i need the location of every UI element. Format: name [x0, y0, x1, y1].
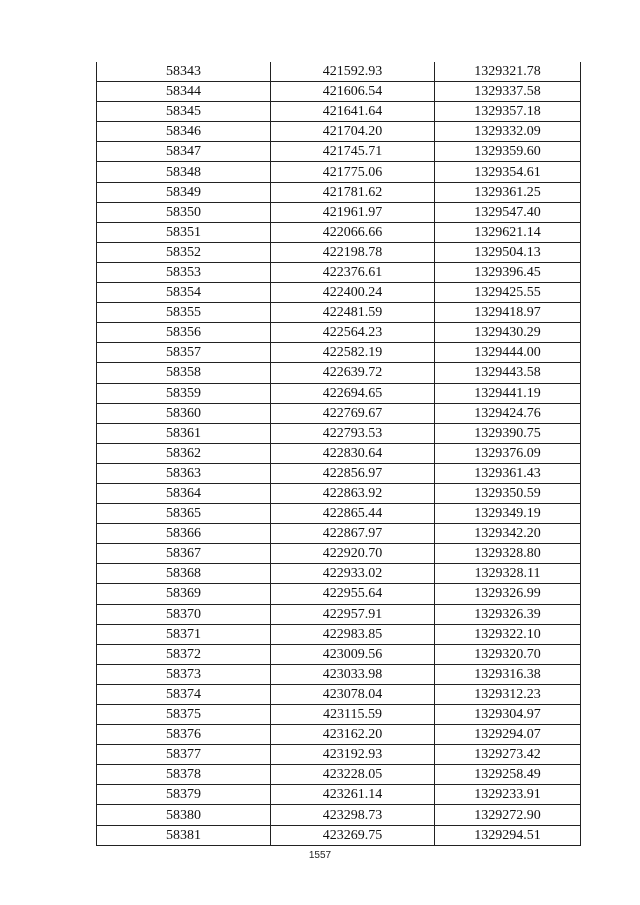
x-coordinate-cell: 423298.73 [271, 805, 435, 825]
point-id-cell: 58375 [97, 705, 271, 725]
point-id-cell: 58359 [97, 383, 271, 403]
point-id-cell: 58369 [97, 584, 271, 604]
x-coordinate-cell: 423192.93 [271, 745, 435, 765]
x-coordinate-cell: 421781.62 [271, 182, 435, 202]
y-coordinate-cell: 1329328.11 [435, 564, 581, 584]
y-coordinate-cell: 1329418.97 [435, 303, 581, 323]
point-id-cell: 58367 [97, 544, 271, 564]
point-id-cell: 58361 [97, 423, 271, 443]
point-id-cell: 58368 [97, 564, 271, 584]
point-id-cell: 58363 [97, 463, 271, 483]
y-coordinate-cell: 1329441.19 [435, 383, 581, 403]
point-id-cell: 58373 [97, 664, 271, 684]
x-coordinate-cell: 422769.67 [271, 403, 435, 423]
y-coordinate-cell: 1329547.40 [435, 202, 581, 222]
y-coordinate-cell: 1329361.43 [435, 463, 581, 483]
point-id-cell: 58355 [97, 303, 271, 323]
x-coordinate-cell: 421606.54 [271, 82, 435, 102]
y-coordinate-cell: 1329294.07 [435, 725, 581, 745]
y-coordinate-cell: 1329328.80 [435, 544, 581, 564]
coordinate-table [96, 62, 581, 846]
y-coordinate-cell: 1329376.09 [435, 443, 581, 463]
table-row [97, 644, 581, 664]
table-row [97, 825, 581, 845]
y-coordinate-cell: 1329443.58 [435, 363, 581, 383]
table-row [97, 343, 581, 363]
table-row [97, 624, 581, 644]
coordinate-table-body [97, 62, 581, 845]
x-coordinate-cell: 422639.72 [271, 363, 435, 383]
x-coordinate-cell: 422376.61 [271, 262, 435, 282]
point-id-cell: 58343 [97, 62, 271, 82]
table-row [97, 323, 581, 343]
y-coordinate-cell: 1329444.00 [435, 343, 581, 363]
y-coordinate-cell: 1329316.38 [435, 664, 581, 684]
table-row [97, 483, 581, 503]
table-row [97, 242, 581, 262]
table-row [97, 403, 581, 423]
y-coordinate-cell: 1329326.39 [435, 604, 581, 624]
table-row [97, 443, 581, 463]
x-coordinate-cell: 423009.56 [271, 644, 435, 664]
coordinate-table-container [96, 62, 580, 846]
point-id-cell: 58353 [97, 262, 271, 282]
point-id-cell: 58358 [97, 363, 271, 383]
table-row [97, 303, 581, 323]
table-row [97, 62, 581, 82]
y-coordinate-cell: 1329504.13 [435, 242, 581, 262]
table-row [97, 202, 581, 222]
table-row [97, 725, 581, 745]
point-id-cell: 58345 [97, 102, 271, 122]
table-row [97, 383, 581, 403]
x-coordinate-cell: 423033.98 [271, 664, 435, 684]
table-row [97, 684, 581, 704]
x-coordinate-cell: 422066.66 [271, 222, 435, 242]
table-row [97, 805, 581, 825]
table-row [97, 544, 581, 564]
table-row [97, 122, 581, 142]
x-coordinate-cell: 422694.65 [271, 383, 435, 403]
y-coordinate-cell: 1329332.09 [435, 122, 581, 142]
point-id-cell: 58380 [97, 805, 271, 825]
x-coordinate-cell: 422863.92 [271, 483, 435, 503]
point-id-cell: 58381 [97, 825, 271, 845]
y-coordinate-cell: 1329430.29 [435, 323, 581, 343]
y-coordinate-cell: 1329258.49 [435, 765, 581, 785]
table-row [97, 222, 581, 242]
x-coordinate-cell: 423162.20 [271, 725, 435, 745]
x-coordinate-cell: 422856.97 [271, 463, 435, 483]
y-coordinate-cell: 1329390.75 [435, 423, 581, 443]
y-coordinate-cell: 1329425.55 [435, 283, 581, 303]
x-coordinate-cell: 422955.64 [271, 584, 435, 604]
point-id-cell: 58350 [97, 202, 271, 222]
point-id-cell: 58365 [97, 504, 271, 524]
x-coordinate-cell: 422400.24 [271, 283, 435, 303]
y-coordinate-cell: 1329424.76 [435, 403, 581, 423]
table-row [97, 82, 581, 102]
x-coordinate-cell: 422865.44 [271, 504, 435, 524]
table-row [97, 765, 581, 785]
x-coordinate-cell: 422933.02 [271, 564, 435, 584]
x-coordinate-cell: 423078.04 [271, 684, 435, 704]
y-coordinate-cell: 1329294.51 [435, 825, 581, 845]
point-id-cell: 58377 [97, 745, 271, 765]
point-id-cell: 58364 [97, 483, 271, 503]
x-coordinate-cell: 423261.14 [271, 785, 435, 805]
x-coordinate-cell: 423269.75 [271, 825, 435, 845]
y-coordinate-cell: 1329326.99 [435, 584, 581, 604]
x-coordinate-cell: 421745.71 [271, 142, 435, 162]
x-coordinate-cell: 422198.78 [271, 242, 435, 262]
table-row [97, 564, 581, 584]
page-number: 1557 [308, 850, 332, 861]
y-coordinate-cell: 1329273.42 [435, 745, 581, 765]
y-coordinate-cell: 1329322.10 [435, 624, 581, 644]
x-coordinate-cell: 422830.64 [271, 443, 435, 463]
x-coordinate-cell: 422564.23 [271, 323, 435, 343]
y-coordinate-cell: 1329337.58 [435, 82, 581, 102]
y-coordinate-cell: 1329621.14 [435, 222, 581, 242]
y-coordinate-cell: 1329349.19 [435, 504, 581, 524]
point-id-cell: 58344 [97, 82, 271, 102]
x-coordinate-cell: 421704.20 [271, 122, 435, 142]
point-id-cell: 58372 [97, 644, 271, 664]
y-coordinate-cell: 1329304.97 [435, 705, 581, 725]
y-coordinate-cell: 1329312.23 [435, 684, 581, 704]
table-row [97, 162, 581, 182]
point-id-cell: 58347 [97, 142, 271, 162]
point-id-cell: 58354 [97, 283, 271, 303]
table-row [97, 705, 581, 725]
table-row [97, 262, 581, 282]
point-id-cell: 58370 [97, 604, 271, 624]
point-id-cell: 58351 [97, 222, 271, 242]
y-coordinate-cell: 1329321.78 [435, 62, 581, 82]
point-id-cell: 58376 [97, 725, 271, 745]
x-coordinate-cell: 422983.85 [271, 624, 435, 644]
x-coordinate-cell: 421641.64 [271, 102, 435, 122]
y-coordinate-cell: 1329361.25 [435, 182, 581, 202]
y-coordinate-cell: 1329359.60 [435, 142, 581, 162]
x-coordinate-cell: 422957.91 [271, 604, 435, 624]
x-coordinate-cell: 422481.59 [271, 303, 435, 323]
x-coordinate-cell: 421775.06 [271, 162, 435, 182]
point-id-cell: 58346 [97, 122, 271, 142]
y-coordinate-cell: 1329350.59 [435, 483, 581, 503]
point-id-cell: 58349 [97, 182, 271, 202]
table-row [97, 785, 581, 805]
y-coordinate-cell: 1329233.91 [435, 785, 581, 805]
x-coordinate-cell: 422920.70 [271, 544, 435, 564]
y-coordinate-cell: 1329342.20 [435, 524, 581, 544]
x-coordinate-cell: 422793.53 [271, 423, 435, 443]
x-coordinate-cell: 423228.05 [271, 765, 435, 785]
table-row [97, 102, 581, 122]
table-row [97, 363, 581, 383]
table-row [97, 584, 581, 604]
table-row [97, 524, 581, 544]
table-row [97, 423, 581, 443]
table-row [97, 664, 581, 684]
y-coordinate-cell: 1329357.18 [435, 102, 581, 122]
point-id-cell: 58360 [97, 403, 271, 423]
table-row [97, 283, 581, 303]
x-coordinate-cell: 423115.59 [271, 705, 435, 725]
table-row [97, 504, 581, 524]
y-coordinate-cell: 1329272.90 [435, 805, 581, 825]
point-id-cell: 58356 [97, 323, 271, 343]
point-id-cell: 58374 [97, 684, 271, 704]
x-coordinate-cell: 422867.97 [271, 524, 435, 544]
table-row [97, 604, 581, 624]
point-id-cell: 58357 [97, 343, 271, 363]
table-row [97, 745, 581, 765]
y-coordinate-cell: 1329320.70 [435, 644, 581, 664]
point-id-cell: 58378 [97, 765, 271, 785]
y-coordinate-cell: 1329354.61 [435, 162, 581, 182]
x-coordinate-cell: 421592.93 [271, 62, 435, 82]
table-row [97, 142, 581, 162]
point-id-cell: 58379 [97, 785, 271, 805]
table-row [97, 182, 581, 202]
y-coordinate-cell: 1329396.45 [435, 262, 581, 282]
table-row [97, 463, 581, 483]
point-id-cell: 58362 [97, 443, 271, 463]
point-id-cell: 58371 [97, 624, 271, 644]
point-id-cell: 58352 [97, 242, 271, 262]
point-id-cell: 58366 [97, 524, 271, 544]
x-coordinate-cell: 421961.97 [271, 202, 435, 222]
x-coordinate-cell: 422582.19 [271, 343, 435, 363]
point-id-cell: 58348 [97, 162, 271, 182]
